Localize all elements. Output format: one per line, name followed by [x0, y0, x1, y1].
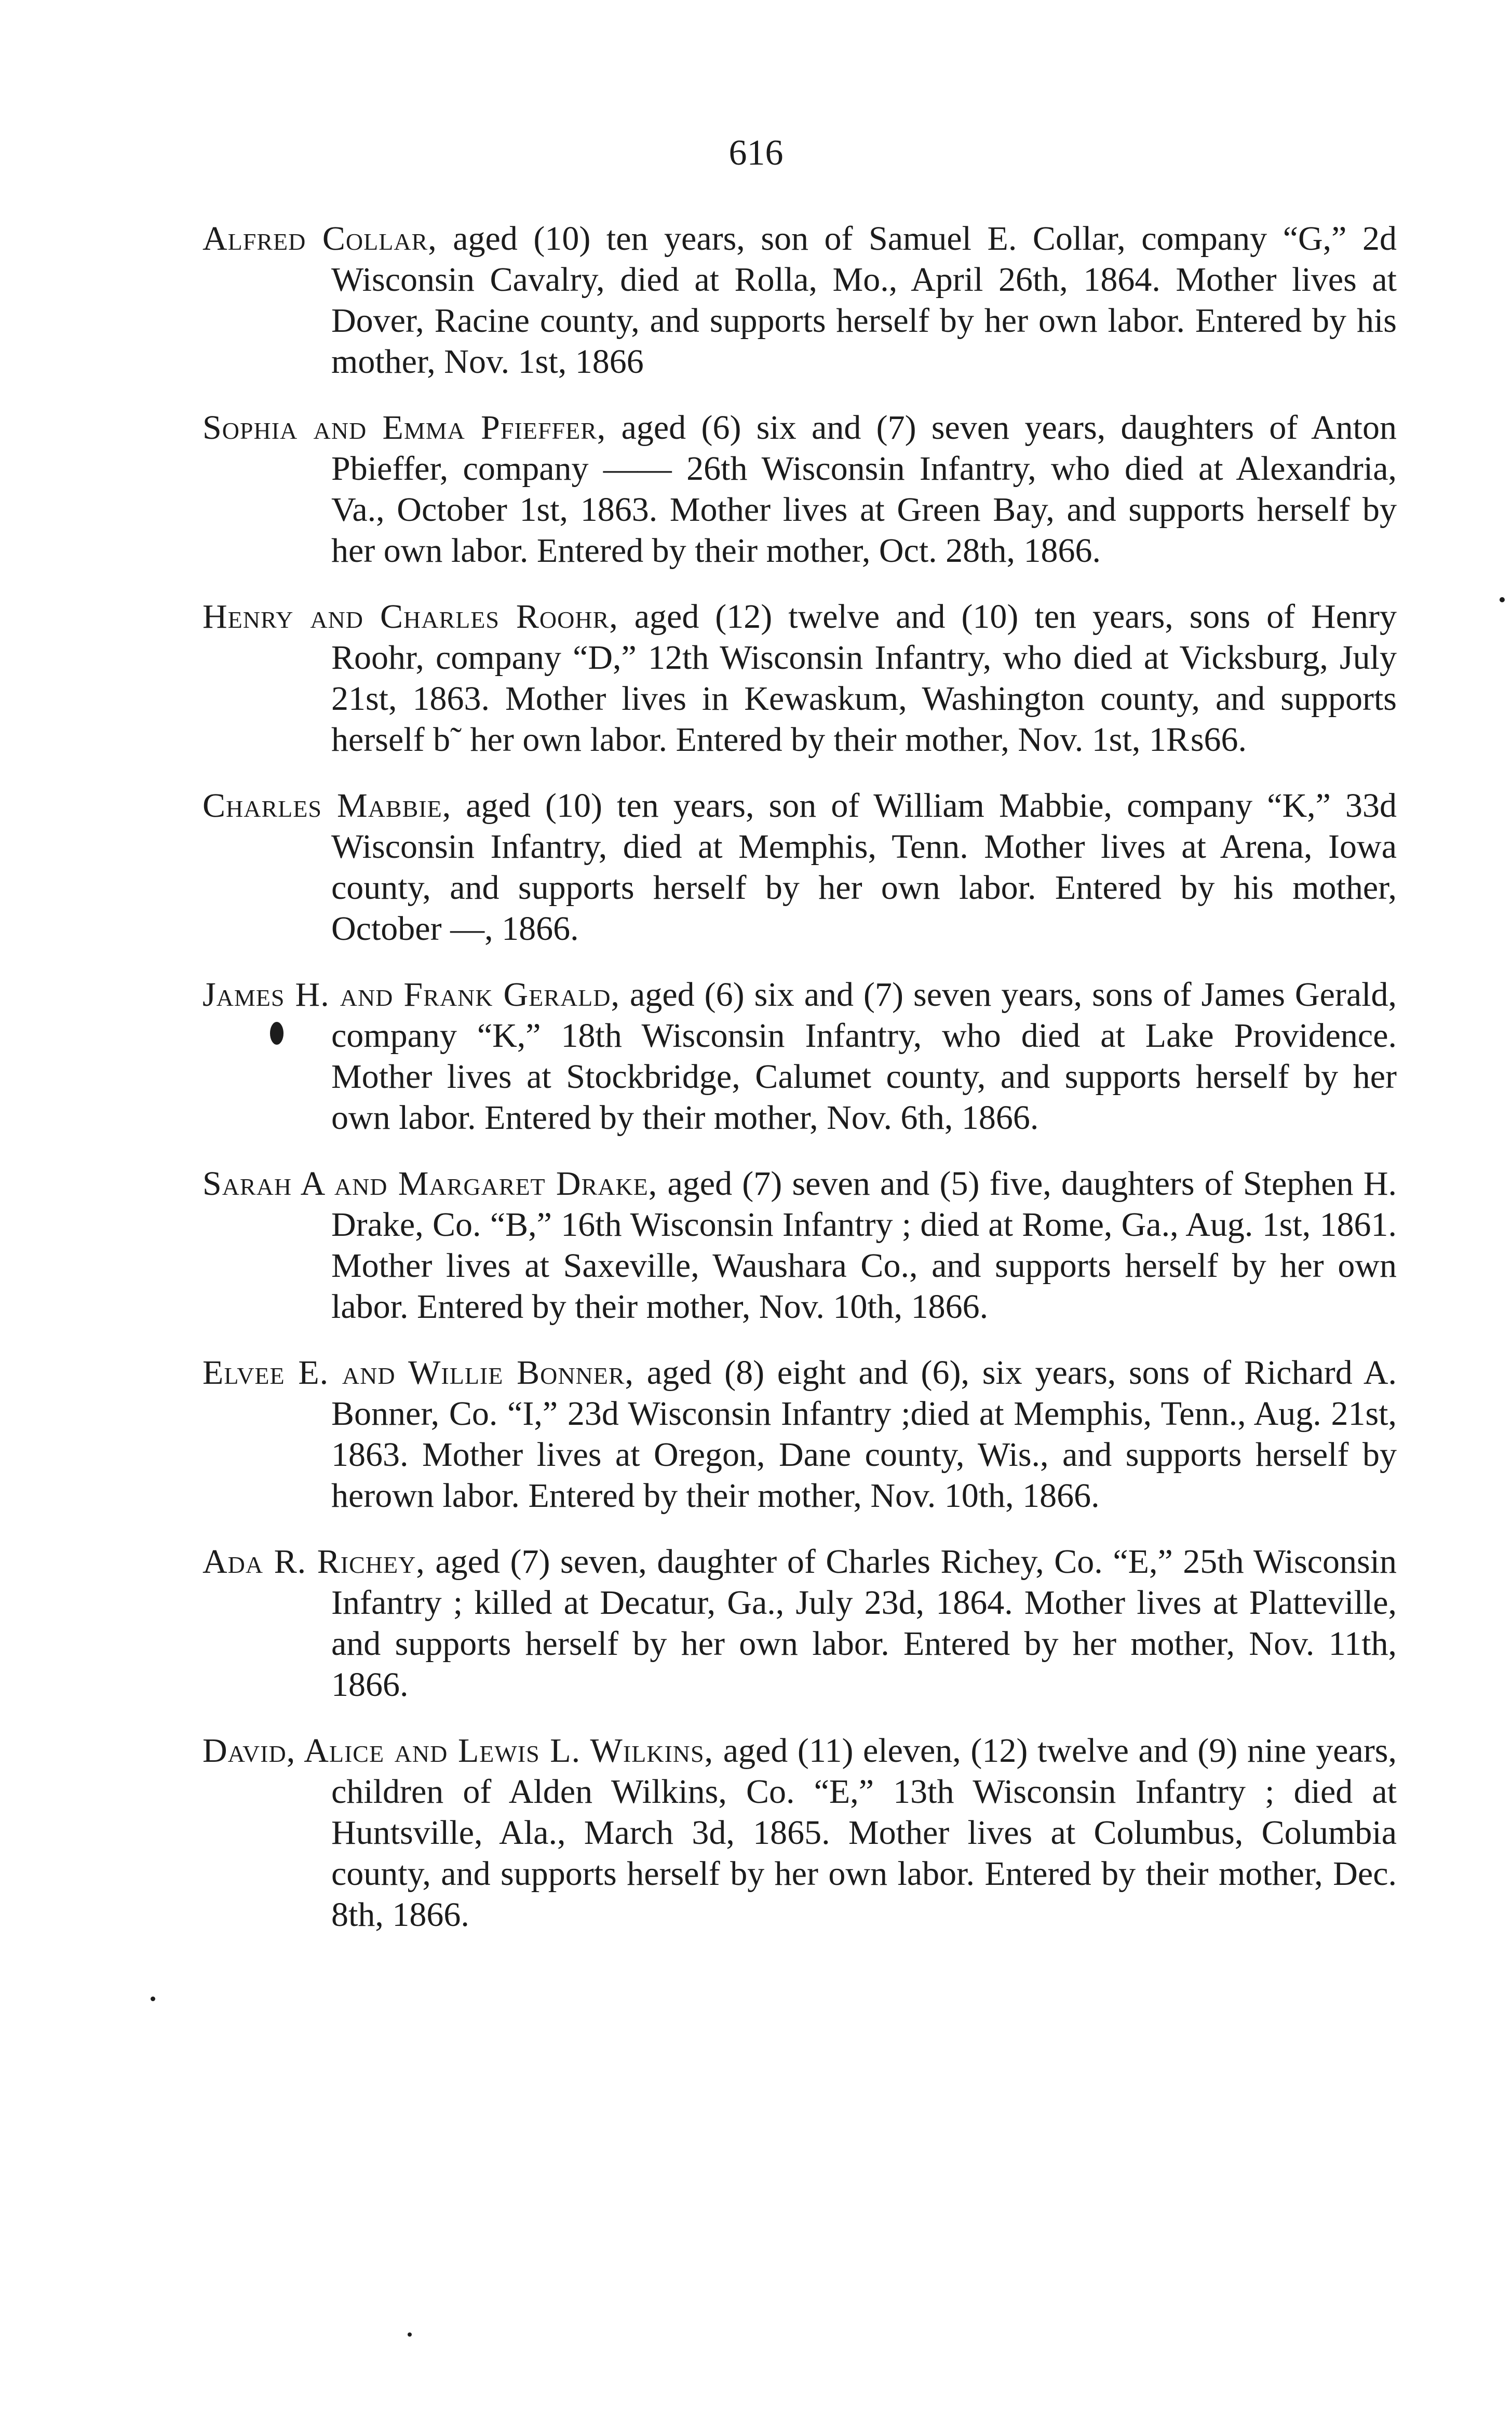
entry-pfieffer	[203, 407, 1397, 571]
entry-mabbie	[203, 785, 1397, 949]
entry-names: James H. and Frank Gerald,	[203, 976, 620, 1014]
entry-richey	[203, 1541, 1397, 1705]
ink-blot-mark	[270, 1022, 284, 1045]
ink-speck-mark	[1500, 597, 1505, 602]
entry-list	[203, 218, 1397, 1960]
entry-text: aged (6) six and (7) seven years, sons of James Gerald, company “K,” 18th Wisconsin Infantry, who died at Lake Providence. Mother lives at Stockbridge, Calumet county, and supports herself by her own labor. Entered by their mother, Nov. 6th, 1866.	[331, 976, 1397, 1137]
entry-text: aged (8) eight and (6), six years, sons of Richard A. Bonner, Co. “I,” 23d Wisconsin Infantry ;died at Memphis, Tenn., Aug. 21st, 1863. Mother lives at Oregon, Dane county, Wis., and supports herself by herown labor. Entered by their mother, Nov. 10th, 1866.	[331, 1354, 1397, 1515]
entry-text: aged (7) seven and (5) five, daughters of Stephen H. Drake, Co. “B,” 16th Wisconsin Infantry ; died at Rome, Ga., Aug. 1st, 1861. Mother lives at Saxeville, Waushara Co., and supports herself by her own labor. Entered by their mother, Nov. 10th, 1866.	[331, 1165, 1397, 1326]
entry-text: aged (10) ten years, son of Samuel E. Collar, company “G,” 2d Wisconsin Cavalry, died at Rolla, Mo., April 26th, 1864. Mother lives at Dover, Racine county, and supports herself by her own labor. Entered by his mother, Nov. 1st, 1866	[331, 220, 1397, 381]
entry-text: aged (7) seven, daughter of Charles Richey, Co. “E,” 25th Wisconsin Infantry ; killed at Decatur, Ga., July 23d, 1864. Mother lives at Platteville, and supports herself by her own labor. Entered by her mother, Nov. 11th, 1866.	[331, 1543, 1397, 1704]
entry-names: Henry and Charles Roohr,	[203, 598, 618, 636]
entry-names: Sarah A and Margaret Drake,	[203, 1165, 658, 1203]
entry-names: Charles Mabbie,	[203, 787, 452, 825]
entry-gerald	[203, 974, 1397, 1138]
entry-names: Alfred Collar,	[203, 220, 437, 258]
entry-names: Elvee E. and Willie Bonner,	[203, 1354, 634, 1392]
entry-text: aged (12) twelve and (10) ten years, sons of Henry Roohr, company “D,” 12th Wisconsin Infantry, who died at Vicksburg, July 21st, 1863. Mother lives in Kewaskum, Washington county, and supports herself b˜ her own labor. Entered by their mother, Nov. 1st, 1₨66.	[331, 598, 1397, 759]
ink-speck-mark	[151, 1997, 155, 2001]
entry-text: aged (10) ten years, son of William Mabbie, company “K,” 33d Wisconsin Infantry, died at Memphis, Tenn. Mother lives at Arena, Iowa county, and supports herself by her own labor. Entered by his mother, October —, 1866.	[331, 787, 1397, 948]
ink-speck-mark	[408, 2332, 412, 2337]
entry-roohr	[203, 596, 1397, 760]
entry-names: Ada R. Richey,	[203, 1543, 425, 1581]
entry-names: Sophia and Emma Pfieffer,	[203, 409, 606, 447]
entry-text: aged (11) eleven, (12) twelve and (9) nine years, children of Alden Wilkins, Co. “E,” 13th Wisconsin Infantry ; died at Huntsville, Ala., March 3d, 1865. Mother lives at Columbus, Columbia county, and supports herself by her own labor. Entered by their mother, Dec. 8th, 1866.	[331, 1732, 1397, 1934]
entry-wilkins	[203, 1730, 1397, 1935]
entry-drake	[203, 1163, 1397, 1327]
page-number: 616	[728, 133, 784, 173]
entry-collar	[203, 218, 1397, 382]
entry-names: David, Alice and Lewis L. Wilkins,	[203, 1732, 714, 1770]
entry-bonner	[203, 1352, 1397, 1516]
entry-text: aged (6) six and (7) seven years, daughters of Anton Pbieffer, company —— 26th Wisconsin Infantry, who died at Alexandria, Va., October 1st, 1863. Mother lives at Green Bay, and supports herself by her own labor. Entered by their mother, Oct. 28th, 1866.	[331, 409, 1397, 570]
